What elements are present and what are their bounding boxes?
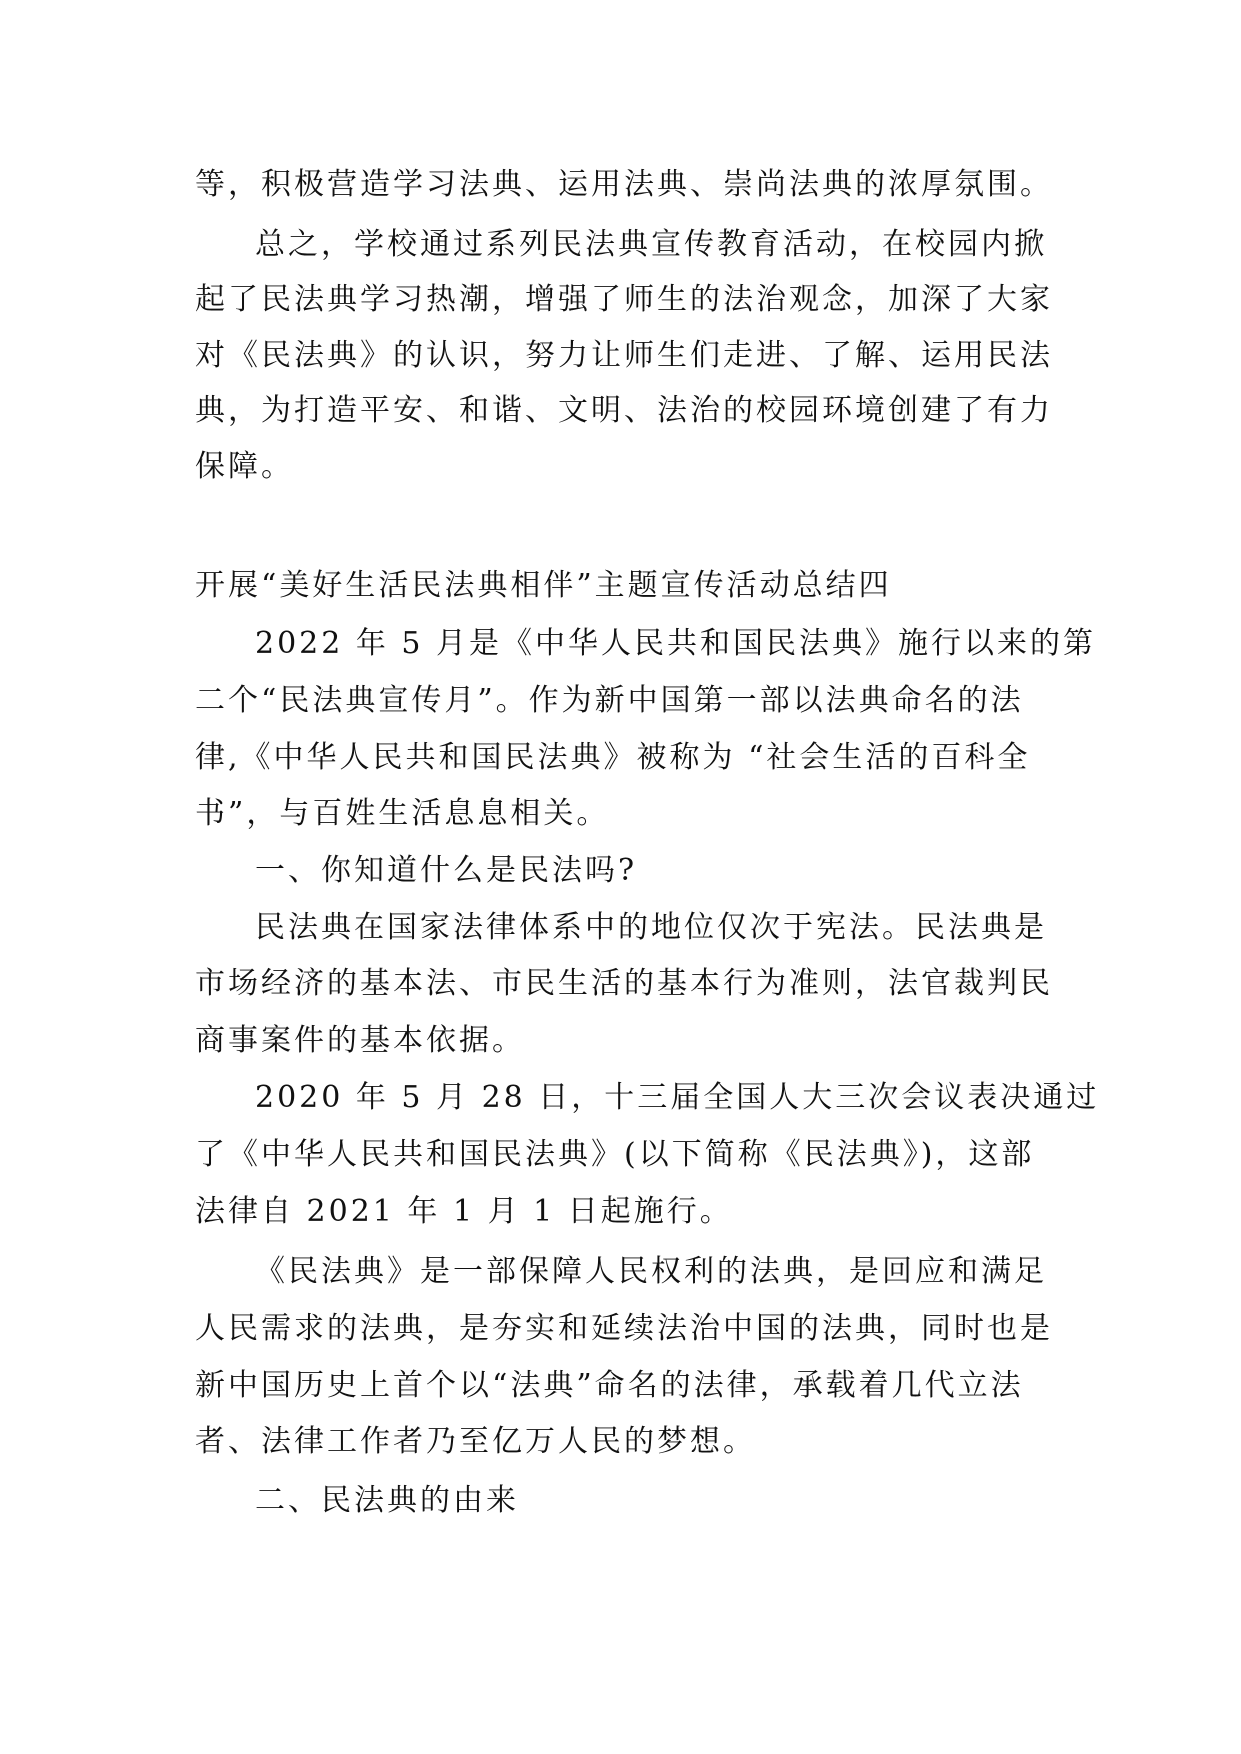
subheading: 二、民法典的由来	[255, 1483, 519, 1518]
paragraph-line: 市场经济的基本法、市民生活的基本行为准则，法官裁判民	[195, 966, 1053, 1001]
paragraph-line: 法律自 2021 年 1 月 1 日起施行。	[195, 1194, 733, 1229]
paragraph-line: 新中国历史上首个以“法典”命名的法律，承载着几代立法	[195, 1368, 1024, 1403]
paragraph-line: 律,《中华人民共和国民法典》被称为 “社会生活的百科全	[195, 740, 1031, 775]
paragraph-line: 起了民法典学习热潮，增强了师生的法治观念，加深了大家	[195, 282, 1053, 317]
paragraph-line: 二个“民法典宣传月”。作为新中国第一部以法典命名的法	[195, 683, 1024, 718]
paragraph-line: 对《民法典》的认识，努力让师生们走进、了解、运用民法	[195, 338, 1053, 373]
paragraph-line: 2022 年 5 月是《中华人民共和国民法典》施行以来的第	[255, 626, 1097, 661]
paragraph-line: 人民需求的法典，是夯实和延续法治中国的法典，同时也是	[195, 1311, 1053, 1346]
paragraph-line: 了《中华人民共和国民法典》(以下简称《民法典》)，这部	[195, 1137, 1035, 1172]
paragraph-line: 《民法典》是一部保障人民权利的法典，是回应和满足	[255, 1254, 1047, 1289]
paragraph-line: 2020 年 5 月 28 日，十三届全国人大三次会议表决通过	[255, 1080, 1100, 1115]
paragraph-line: 民法典在国家法律体系中的地位仅次于宪法。民法典是	[255, 910, 1047, 945]
section-title: 开展“美好生活民法典相伴”主题宣传活动总结四	[195, 568, 892, 603]
paragraph-line: 总之，学校通过系列民法典宣传教育活动，在校园内掀	[255, 227, 1047, 262]
paragraph-line: 等，积极营造学习法典、运用法典、崇尚法典的浓厚氛围。	[195, 167, 1053, 202]
paragraph-line: 商事案件的基本依据。	[195, 1023, 525, 1058]
paragraph-line: 书”，与百姓生活息息相关。	[195, 796, 610, 831]
paragraph-line: 保障。	[195, 449, 294, 484]
subheading: 一、你知道什么是民法吗?	[255, 853, 638, 888]
paragraph-line: 典，为打造平安、和谐、文明、法治的校园环境创建了有力	[195, 393, 1053, 428]
paragraph-line: 者、法律工作者乃至亿万人民的梦想。	[195, 1424, 756, 1459]
